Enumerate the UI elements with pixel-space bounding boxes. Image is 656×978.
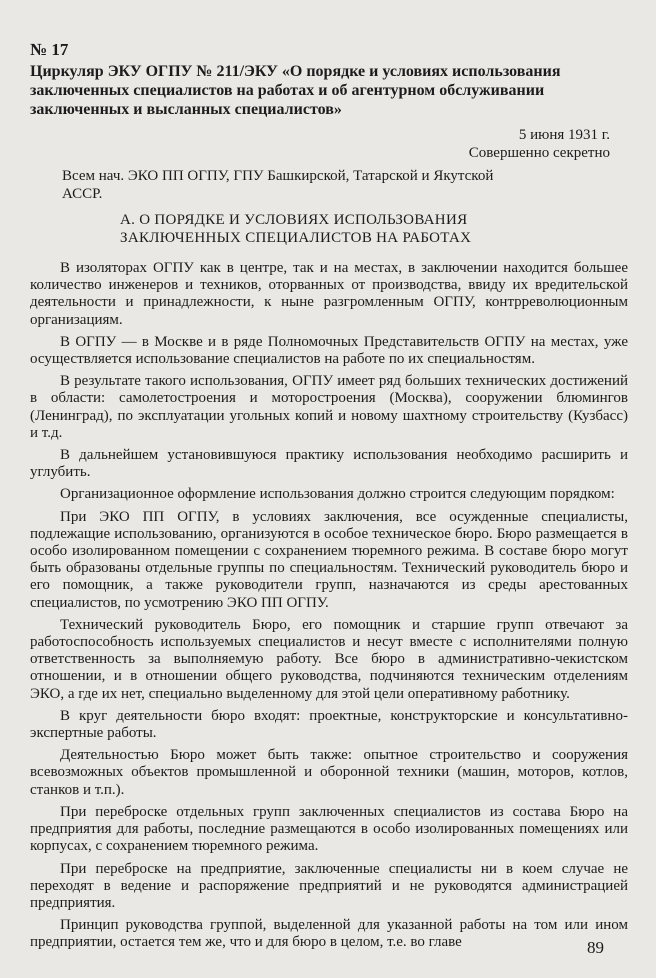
document-date: 5 июня 1931 г. [518,127,610,143]
paragraph: Деятельностью Бюро может быть также: опытное строительство и сооружения всевозможных объектов промышленной и оборонной техники (машин, моторов, котлов, станков и т.п.). [30,747,628,798]
paragraph: В круг деятельности бюро входят: проектные, конструкторские и консультативно-экспертные работы. [30,707,628,742]
paragraph: Принцип руководства группой, выделенной для указанной работы на том или ином предприятии, остается тем же, что и для бюро в целом, т.е. во главе [30,917,628,951]
paragraph: В дальнейшем установившуюся практику использования необходимо расширить и углубить. [30,447,628,481]
page-number: 89 [587,938,604,957]
paragraph: При ЭКО ПП ОГПУ, в условиях заключения, все осужденные специалисты, подлежащие использованию, организуются в особое техническое бюро. Бюро размещается в особо изолированном помещении с сохранением тюремного режима. В составе бюро могут быть образованы отдельные группы по специальностям. Технический руководитель бюро и его помощник, а также руководители групп, назначаются из среды арестованных специалистов, по усмотрению ЭКО ПП ОГПУ. [30,508,628,611]
paragraph: В изоляторах ОГПУ как в центре, так и на местах, в заключении находится большее количество инженеров и техников, оторванных от производства, ввиду их вредительской деятельности и принадлежности, к ныне разгромленным ОГПУ, контрреволюционным организациям. [30,260,628,328]
paragraph: При переброске на предприятие, заключенные специалисты ни в коем случае не переходят в ведение и распоряжение предприятий и не руководятся администрацией предприятия. [30,860,628,911]
secrecy-stamp: Совершенно секретно [468,145,610,161]
document-body [30,260,628,957]
paragraph: В результате такого использования, ОГПУ имеет ряд больших технических достижений в области: самолетостроения и моторостроения (Москва), сооружении блюмингов (Ленинград), по эксплуатации угольных копий и новому шахтному строительству (Кузбасс) и т.д. [30,373,628,441]
document-title: Циркуляр ЭКУ ОГПУ № 211/ЭКУ «О порядке и условиях использования заключенных специалистов на работах и об агентурном обслуживании заключенных и высланных специалистов» [30,63,561,118]
addressee: Всем нач. ЭКО ПП ОГПУ, ГПУ Башкирской, Татарской и Якутской АССР. [62,168,494,202]
paragraph: В ОГПУ — в Москве и в ряде Полномочных Представительств ОГПУ на местах, уже осуществляется использование специалистов на работе по их специальностям. [30,333,628,368]
section-heading: А. О ПОРЯДКЕ И УСЛОВИЯХ ИСПОЛЬЗОВАНИЯ ЗАКЛЮЧЕННЫХ СПЕЦИАЛИСТОВ НА РАБОТАХ [120,212,472,246]
paragraph: При переброске отдельных групп заключенных специалистов из состава Бюро на предприятия для работы, последние размещаются в особо изолированных помещениях или корпусах, с сохранением тюремного режима. [30,803,628,855]
paragraph: Технический руководитель Бюро, его помощник и старшие групп отвечают за работоспособность используемых специалистов и несут вместе с исполнителями полную ответственность за выполняемую работу. Все бюро в административно-чекистском отношении, и в отношении общего руководства, подчиняются техническим отделениям ЭКО, а где их нет, специально выделенному для этой цели оперативному работнику. [30,616,628,702]
paragraph: Организационное оформление использования должно строится следующим порядком: [60,486,615,503]
document-number: № 17 [30,40,69,59]
